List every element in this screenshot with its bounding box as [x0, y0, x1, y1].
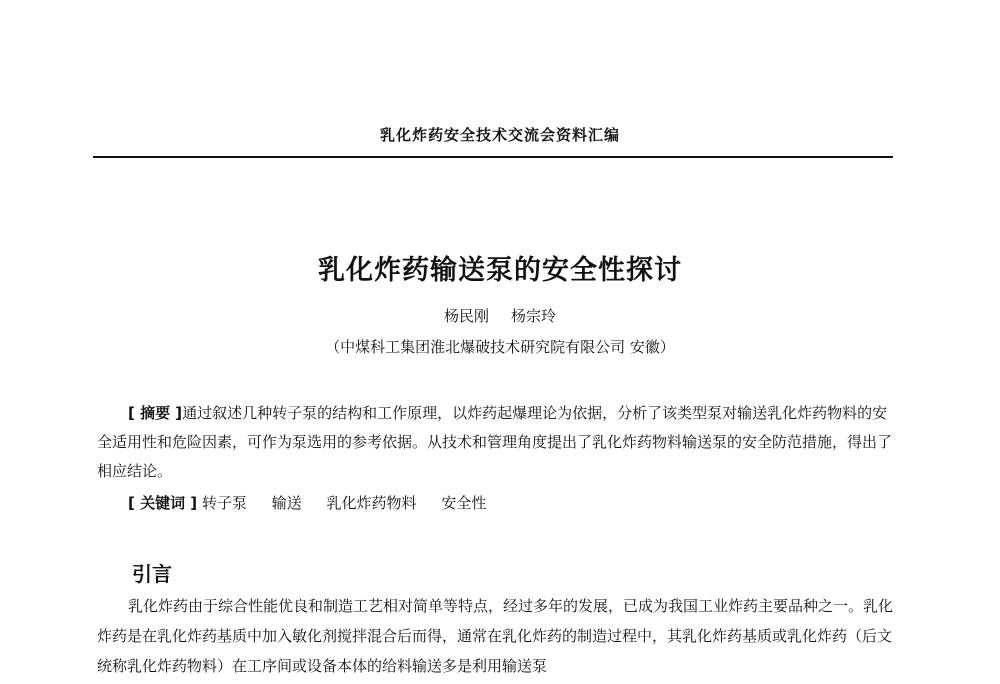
running-header: 乳化炸药安全技术交流会资料汇编: [379, 126, 620, 144]
affiliation: （中煤科工集团淮北爆破技术研究院有限公司 安徽）: [325, 338, 675, 356]
abstract: [97, 399, 895, 486]
keywords-label: [ 关键词 ]: [128, 494, 198, 512]
header-rule: [93, 156, 893, 158]
keyword: 乳化炸药物料: [326, 494, 417, 512]
body-paragraph: 乳化炸药由于综合性能优良和制造工艺相对简单等特点，经过多年的发展，已成为我国工业炸药主要品种之一。乳化炸药是在乳化炸药基质中加入敏化剂搅拌混合后而得，通常在乳化炸药的制造过程中，其乳化炸药基质或乳化炸药（后文统称乳化炸药物料）在工序间或设备本体的给料输送多是利用输送泵: [97, 597, 894, 675]
section-heading: 引言: [132, 562, 172, 586]
abstract-text: 通过叙述几种转子泵的结构和工作原理，以炸药起爆理论为依据，分析了该类型泵对输送乳化炸药物料的安全适用性和危险因素，可作为泵选用的参考依据。从技术和管理角度提出了乳化炸药物料输送泵的安全防范措施，得出了相应结论。: [97, 404, 893, 480]
abstract-label: [ 摘要 ]: [128, 404, 183, 422]
author-name: 杨民刚: [443, 307, 489, 325]
authors: [0, 305, 1000, 326]
keywords: [128, 492, 506, 513]
keyword: 输送: [271, 494, 302, 512]
keyword: 转子泵: [201, 494, 247, 512]
author-name: 杨宗玲: [511, 307, 557, 325]
keyword: 安全性: [441, 494, 487, 512]
paper-title: 乳化炸药输送泵的安全性探讨: [318, 255, 682, 286]
